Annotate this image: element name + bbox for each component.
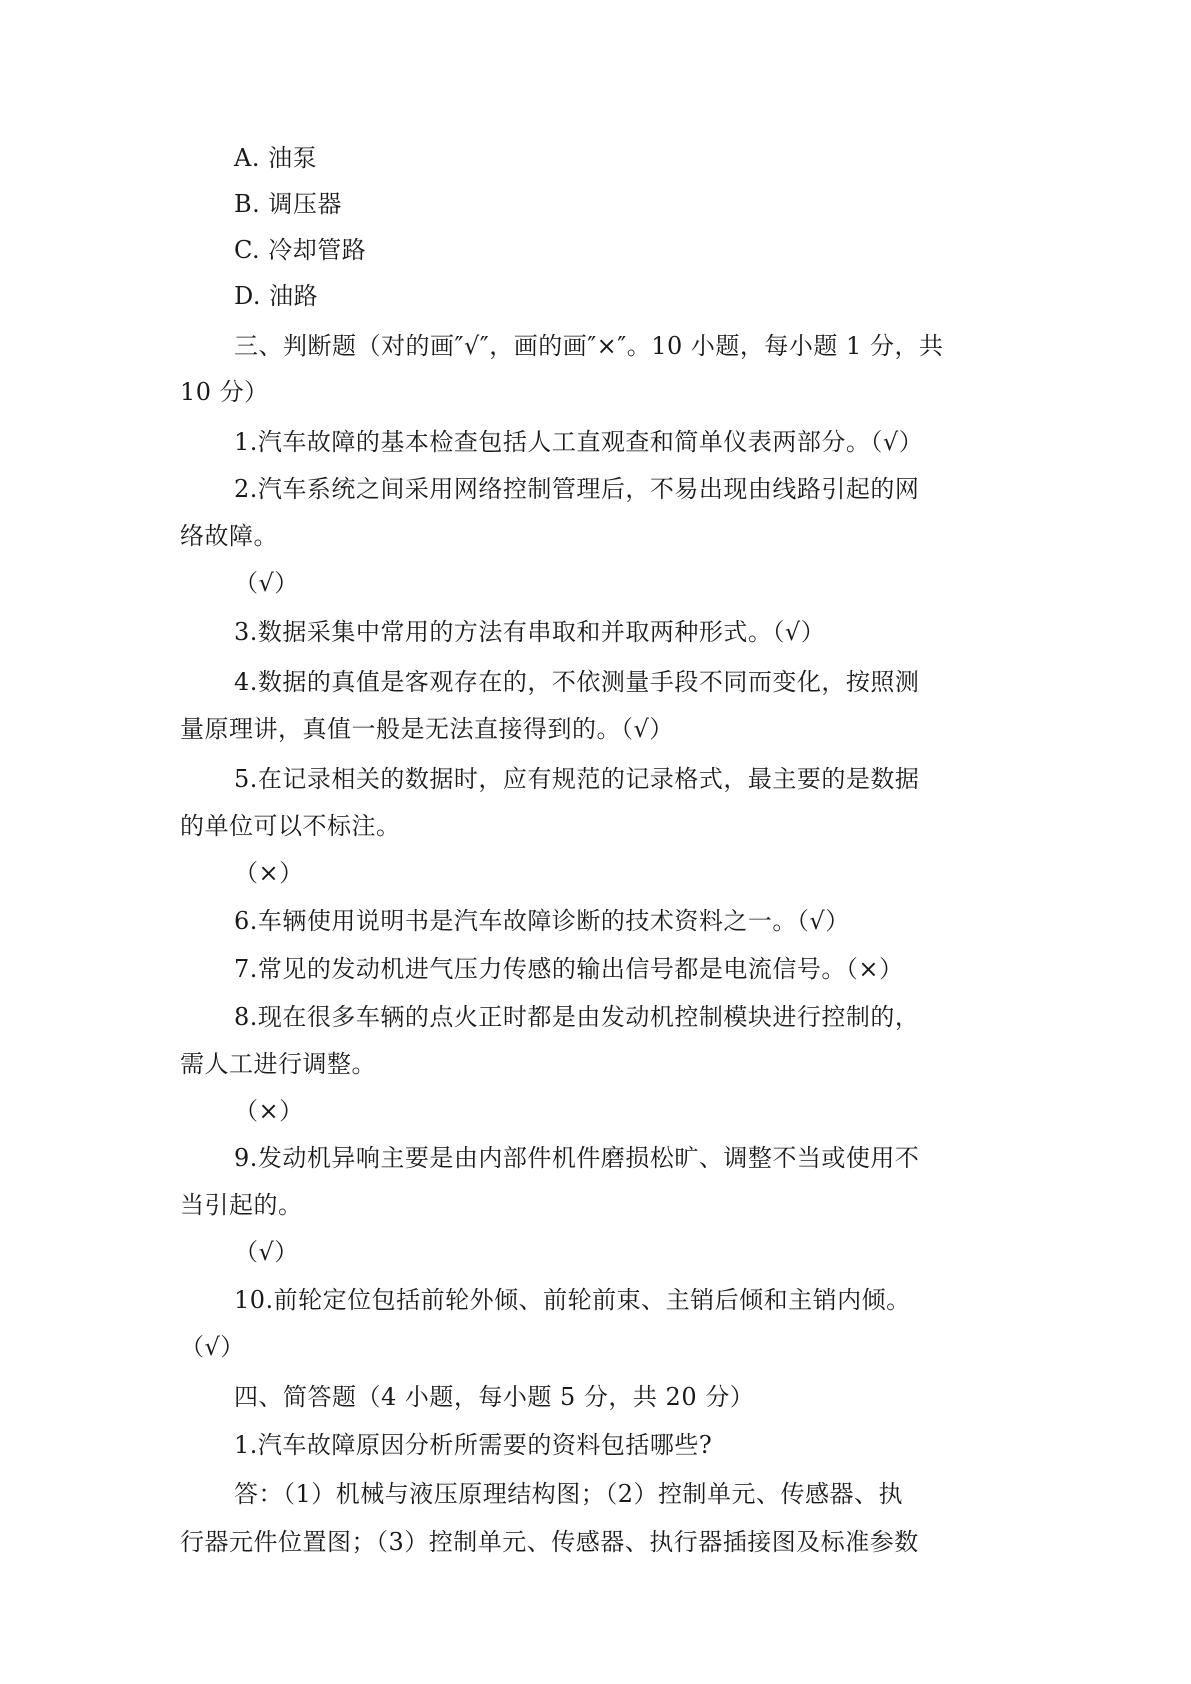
question-3: 3.数据采集中常用的方法有串取和并取两种形式。（√） [234, 618, 826, 646]
question-2: 2.汽车系统之间采用网络控制管理后，不易出现由线路引起的网 [234, 475, 920, 503]
question-5: 5.在记录相关的数据时，应有规范的记录格式，最主要的是数据 [234, 765, 920, 793]
question-10: 10.前轮定位包括前轮外倾、前轮前束、主销后倾和主销内倾。 [234, 1286, 911, 1314]
short-answer-response-cont: 行器元件位置图；（3）控制单元、传感器、执行器插接图及标准参数 [180, 1528, 919, 1556]
question-6: 6.车辆使用说明书是汽车故障诊断的技术资料之一。（√） [234, 907, 850, 935]
section-heading-true-false-cont: 10 分） [180, 378, 269, 406]
section-heading-true-false: 三、判断题（对的画″√″，画的画″×″。10 小题，每小题 1 分，共 [234, 332, 944, 360]
question-1: 1.汽车故障的基本检查包括人工直观查和简单仪表两部分。（√） [234, 428, 924, 456]
question-2-cont: 络故障。 [180, 522, 278, 550]
question-8: 8.现在很多车辆的点火正时都是由发动机控制模块进行控制的， [234, 1003, 920, 1031]
short-answer-question-1: 1.汽车故障原因分析所需要的资料包括哪些? [234, 1431, 713, 1459]
answer-mark-10: （√） [180, 1333, 245, 1361]
option-a: A. 油泵 [234, 144, 318, 172]
question-9: 9.发动机异响主要是由内部件机件磨损松旷、调整不当或使用不 [234, 1144, 920, 1172]
answer-mark-8: （×） [234, 1097, 304, 1125]
question-5-cont: 的单位可以不标注。 [180, 812, 401, 840]
answer-mark-2: （√） [234, 569, 299, 597]
question-9-cont: 当引起的。 [180, 1191, 303, 1219]
option-c: C. 冷却管路 [234, 236, 367, 264]
short-answer-response: 答：（1）机械与液压原理结构图；（2）控制单元、传感器、执 [234, 1480, 904, 1508]
question-8-cont: 需人工进行调整。 [180, 1050, 376, 1078]
section-heading-short-answer: 四、简答题（4 小题，每小题 5 分，共 20 分） [234, 1383, 755, 1411]
option-d: D. 油路 [234, 282, 319, 310]
answer-mark-9: （√） [234, 1238, 299, 1266]
question-7: 7.常见的发动机进气压力传感的输出信号都是电流信号。（×） [234, 955, 904, 983]
question-4: 4.数据的真值是客观存在的，不依测量手段不同而变化，按照测 [234, 668, 920, 696]
question-4-cont: 量原理讲，真值一般是无法直接得到的。（√） [180, 715, 674, 743]
answer-mark-5: （×） [234, 859, 304, 887]
option-b: B. 调压器 [234, 190, 342, 218]
